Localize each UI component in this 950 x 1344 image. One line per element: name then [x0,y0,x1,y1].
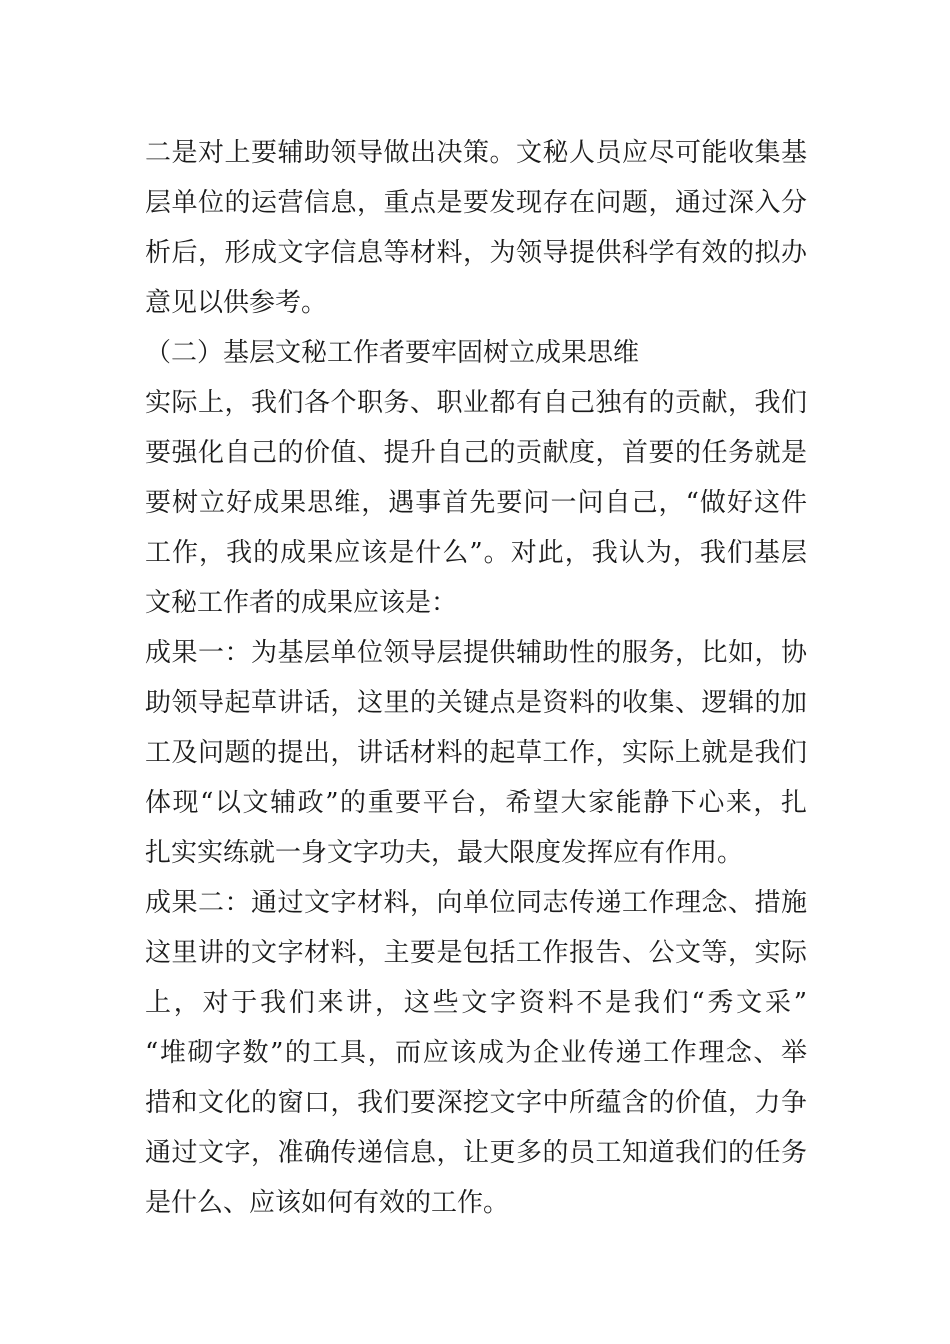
text-line: 工作，我的成果应该是什么”。对此，我认为，我们基层 [145,538,807,568]
text-line: 要树立好成果思维，遇事首先要问一问自己，“做好这件 [145,488,807,518]
document-body [145,128,807,1228]
text-line: 是什么、应该如何有效的工作。 [145,1188,510,1218]
text-line: 文秘工作者的成果应该是： [145,588,458,618]
text-line: 措和文化的窗口，我们要深挖文字中所蕴含的价值，力争 [145,1088,807,1118]
text-line: “堆砌字数”的工具，而应该成为企业传递工作理念、举 [145,1038,807,1068]
text-line: 这里讲的文字材料，主要是包括工作报告、公文等，实际 [145,938,807,968]
text-line: 体现“以文辅政”的重要平台，希望大家能静下心来，扎 [145,788,807,818]
text-line: 成果一：为基层单位领导层提供辅助性的服务，比如，协 [145,638,807,668]
text-line: 上，对于我们来讲，这些文字资料不是我们“秀文采” [145,988,807,1018]
text-line: 要强化自己的价值、提升自己的贡献度，首要的任务就是 [145,438,807,468]
text-line: 通过文字，准确传递信息，让更多的员工知道我们的任务 [145,1138,807,1168]
text-line: 析后，形成文字信息等材料，为领导提供科学有效的拟办 [145,238,807,268]
section-heading: （二）基层文秘工作者要牢固树立成果思维 [145,338,640,368]
text-line: 二是对上要辅助领导做出决策。文秘人员应尽可能收集基 [145,138,807,168]
text-line: 扎实实练就一身文字功夫，最大限度发挥应有作用。 [145,838,744,868]
text-line: 实际上，我们各个职务、职业都有自己独有的贡献，我们 [145,388,807,418]
text-line: 层单位的运营信息，重点是要发现存在问题，通过深入分 [145,188,807,218]
text-line: 成果二：通过文字材料，向单位同志传递工作理念、措施 [145,888,807,918]
text-line: 助领导起草讲话，这里的关键点是资料的收集、逻辑的加 [145,688,807,718]
text-line: 工及问题的提出，讲话材料的起草工作，实际上就是我们 [145,738,807,768]
text-line: 意见以供参考。 [145,288,328,318]
